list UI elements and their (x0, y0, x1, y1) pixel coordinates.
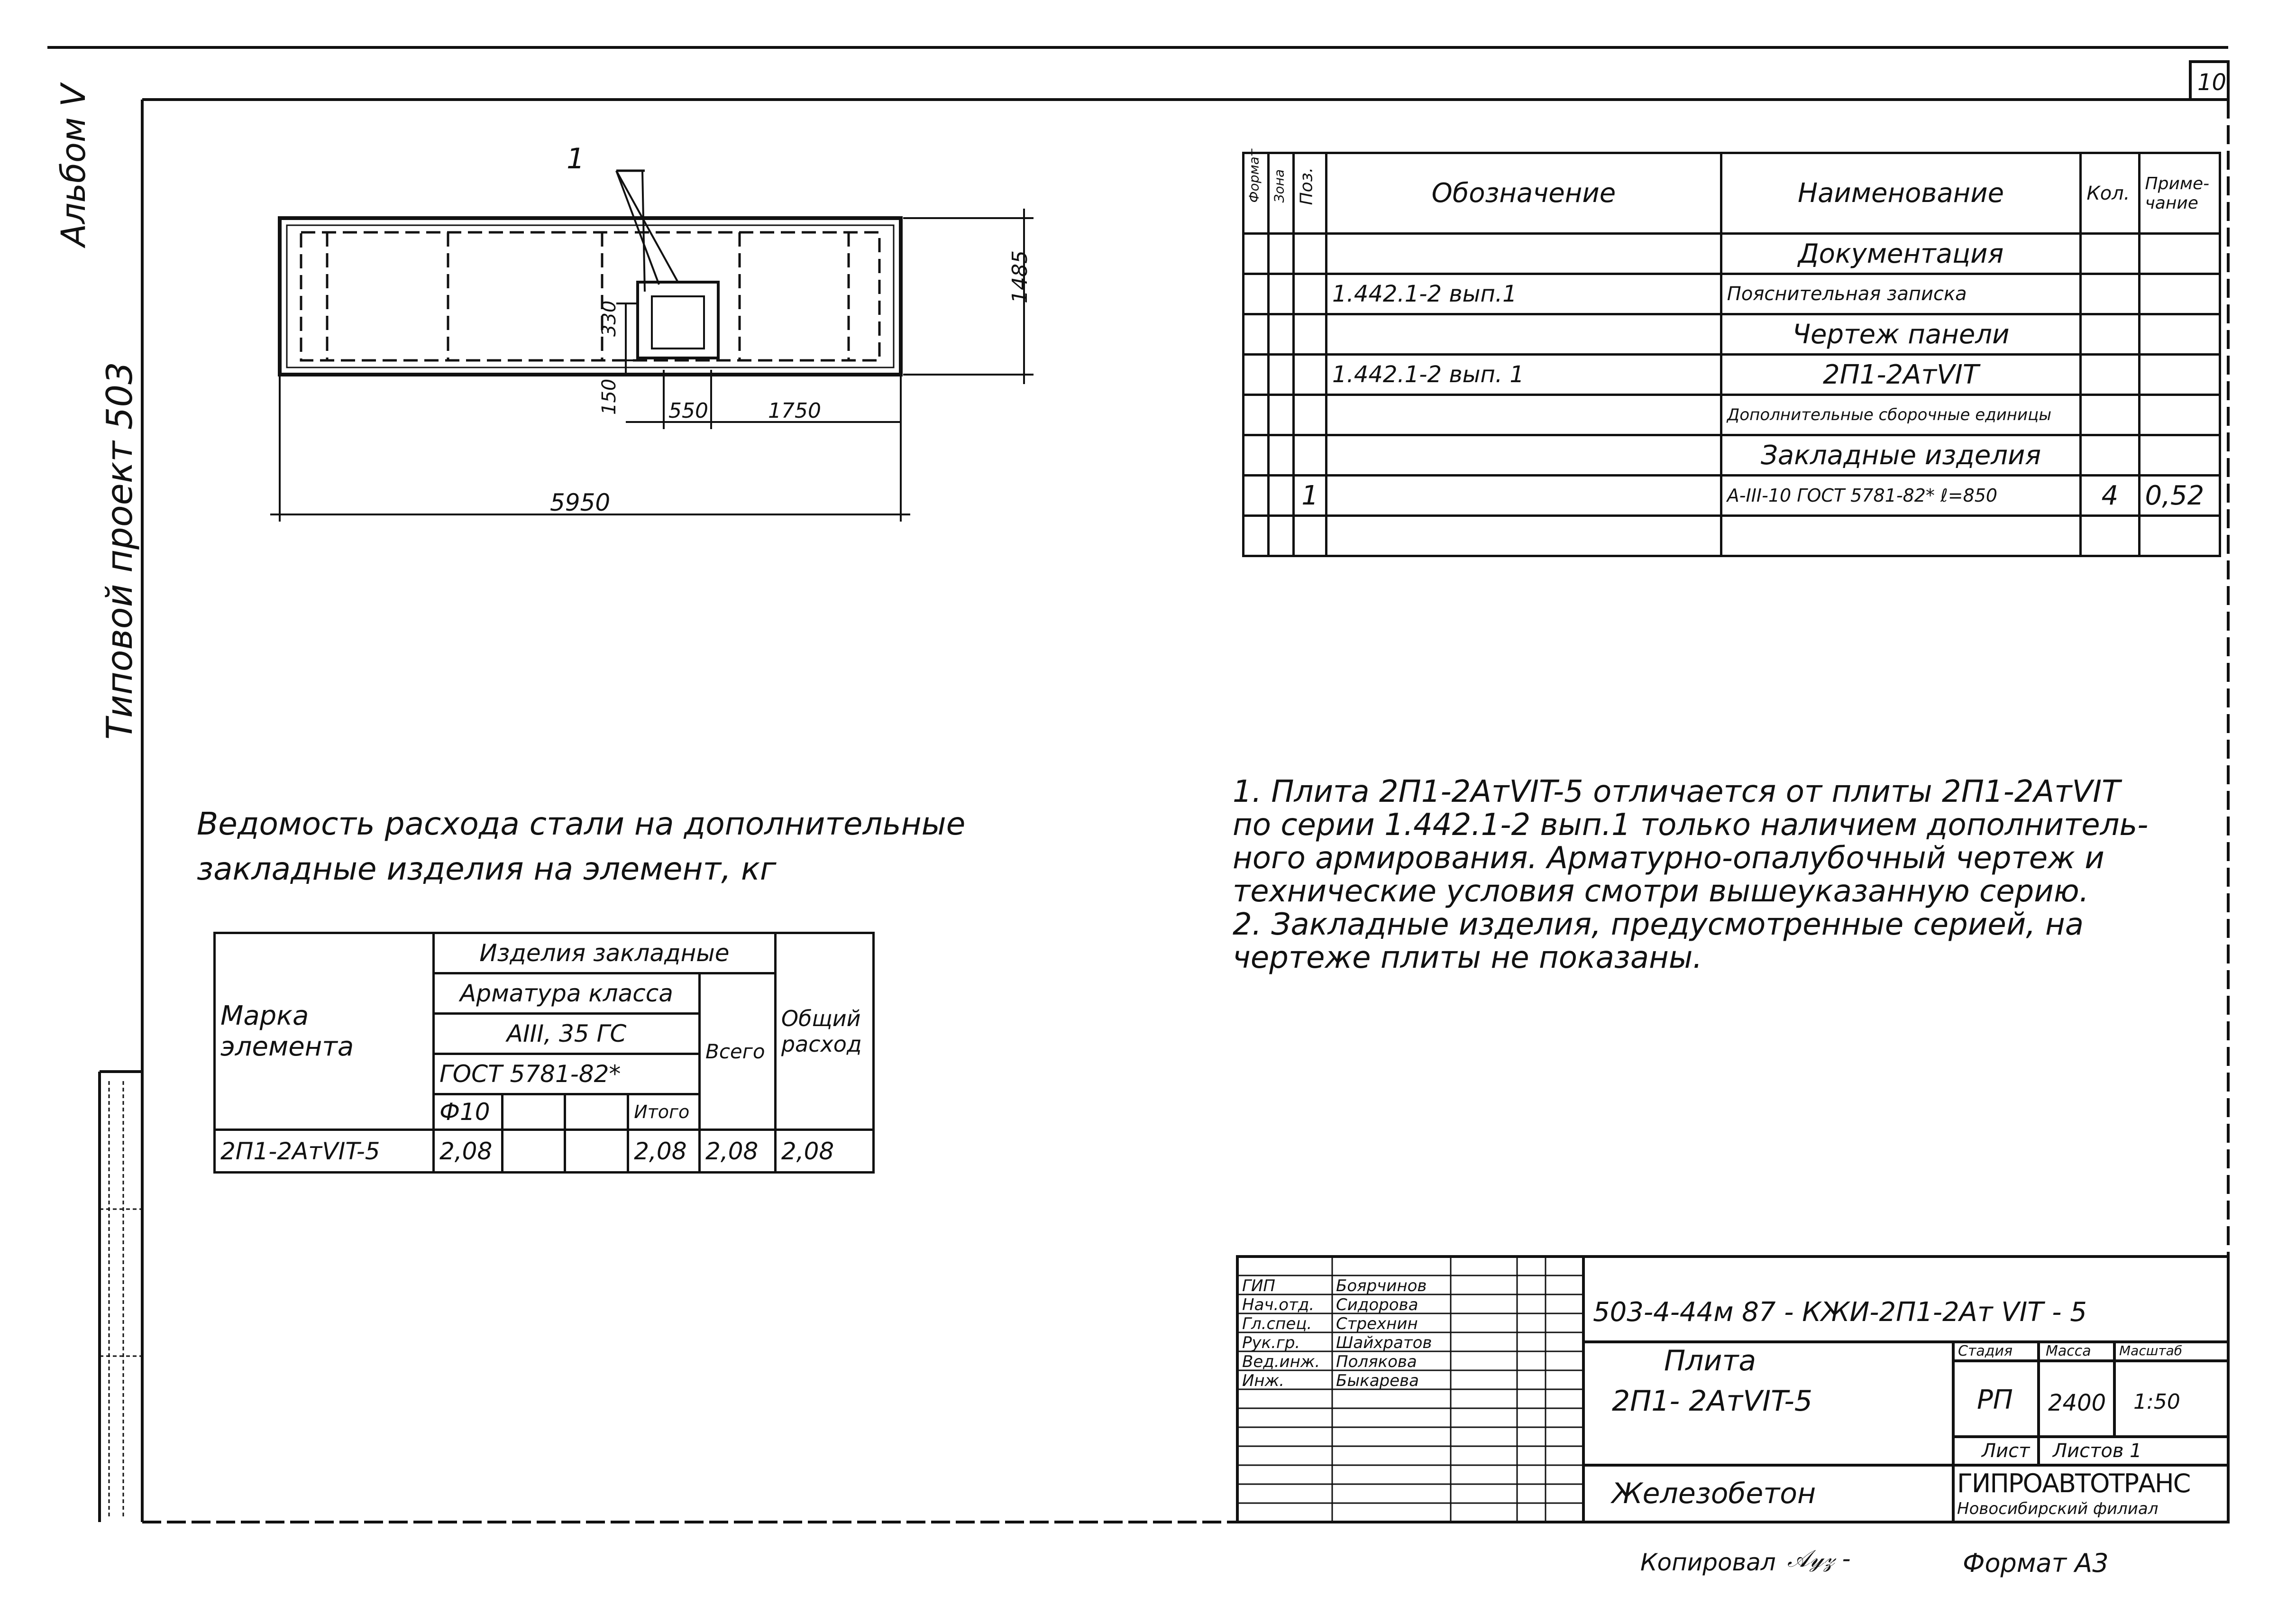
steel-mark-header: Марка элемента (215, 933, 434, 1130)
dimension-150: 150 (598, 378, 620, 415)
material: Железобетон (1612, 1477, 1816, 1510)
note-line: чертеже плиты не показаны. (1233, 940, 1702, 975)
scale-label: Масштаб (2119, 1343, 2183, 1358)
dimension-330: 330 (598, 300, 620, 337)
person-name: Стрехнин (1336, 1314, 1418, 1333)
spec-cell: Закладные изделия (1721, 435, 2081, 476)
steel-total-header: Всего (700, 973, 776, 1130)
spec-header-name: Наименование (1721, 153, 2081, 234)
sheet-label: Лист (1982, 1440, 2030, 1462)
person-name: Шайхратов (1336, 1333, 1432, 1352)
person-name: Сидорова (1336, 1295, 1418, 1314)
side-project-label: Типовой проект 503 (99, 362, 140, 740)
steel-row-mark: 2П1-2АтVIT-5 (215, 1130, 434, 1173)
dimension-1750: 1750 (768, 399, 821, 423)
dimension-550: 550 (668, 399, 708, 423)
spec-cell: 2П1-2АтVIT (1721, 355, 2081, 395)
document-code: 503-4-44м 87 - КЖИ-2П1-2Ат VIT - 5 (1593, 1297, 2087, 1328)
side-album-label: Альбом V (54, 84, 93, 247)
spec-cell: 1.442.1-2 вып. 1 (1326, 355, 1721, 395)
role-label: ГИП (1242, 1276, 1275, 1295)
sheets-label: Листов 1 (2053, 1440, 2142, 1462)
spec-cell: Документация (1721, 234, 2081, 274)
note-line: технические условия смотри вышеуказанную серию. (1233, 874, 2089, 909)
steel-group-header: Изделия закладные (433, 933, 775, 973)
note-line: 2. Закладные изделия, предусмотренные серией, на (1233, 907, 2084, 942)
spec-header-designation: Обозначение (1326, 153, 1721, 234)
steel-dia-header: Ф10 (433, 1094, 502, 1130)
role-label: Рук.гр. (1242, 1333, 1300, 1352)
spec-cell: Чертеж панели (1721, 314, 2081, 355)
steel-caption-line-1: Ведомость расхода стали на дополнительные (197, 806, 966, 842)
spec-cell: 0,52 (2139, 476, 2220, 516)
steel-grade: АIII, 35 ГС (433, 1014, 699, 1054)
role-label: Инж. (1242, 1371, 1285, 1390)
steel-class-header: Арматура класса (433, 973, 699, 1014)
spec-header-qty: Кол. (2081, 153, 2139, 234)
steel-overall-header: Общий расход (775, 933, 873, 1130)
steel-row-total: 2,08 (700, 1130, 776, 1173)
branch: Новосибирский филиал (1957, 1499, 2159, 1518)
role-label: Вед.инж. (1242, 1352, 1320, 1371)
scale-value: 1:50 (2133, 1390, 2180, 1414)
steel-gost: ГОСТ 5781-82* (433, 1054, 699, 1094)
person-name: Полякова (1336, 1352, 1417, 1371)
callout-label: 1 (567, 142, 585, 175)
dimension-5950: 5950 (550, 489, 611, 516)
mass-label: Масса (2046, 1343, 2091, 1359)
person-name: Боярчинов (1336, 1276, 1427, 1295)
spec-cell: 1.442.1-2 вып.1 (1326, 274, 1721, 314)
steel-row-overall: 2,08 (775, 1130, 873, 1173)
organization: ГИПРОАВТОТРАНС (1957, 1468, 2190, 1498)
spec-header-zone: Зона (1269, 153, 1294, 234)
steel-row-dia: 2,08 (433, 1130, 502, 1173)
spec-cell: A-III-10 ГОСТ 5781-82* ℓ=850 (1721, 476, 2081, 516)
spec-cell: 4 (2081, 476, 2139, 516)
spec-header-format: Формат (1244, 153, 1269, 234)
steel-caption-line-2: закладные изделия на элемент, кг (197, 851, 777, 887)
mass-value: 2400 (2048, 1390, 2106, 1416)
role-label: Гл.спец. (1242, 1314, 1312, 1333)
note-line: 1. Плита 2П1-2АтVIT-5 отличается от плиты 2П1-2АтVIT (1233, 774, 2121, 809)
note-line: ного армирования. Арматурно-опалубочный чертеж и (1233, 841, 2104, 876)
spec-header-pos: Поз. (1294, 153, 1326, 234)
product-mark: 2П1- 2АтVIT-5 (1612, 1385, 1813, 1418)
product-name: Плита (1664, 1344, 1756, 1377)
spec-cell: Дополнительные сборочные единицы (1721, 395, 2081, 435)
format-label: Формат A3 (1963, 1548, 2109, 1578)
copied-by: Копировал (1640, 1549, 1776, 1576)
page-number: 10 (2197, 69, 2227, 96)
note-line: по серии 1.442.1-2 вып.1 только наличием дополнитель- (1233, 807, 2149, 843)
spec-cell: 1 (1294, 476, 1326, 516)
stage-value: РП (1977, 1385, 2013, 1415)
spec-header-note: Приме-чание (2139, 153, 2220, 234)
dimension-height: 1485 (1008, 250, 1032, 303)
steel-subtotal-header: Итого (628, 1094, 700, 1130)
steel-row-subtotal: 2,08 (628, 1130, 700, 1173)
role-label: Нач.отд. (1242, 1295, 1315, 1314)
stage-label: Стадия (1958, 1343, 2013, 1359)
person-name: Быкарева (1336, 1371, 1419, 1390)
copied-signature: 𝒜𝓎𝓏 - (1787, 1545, 1851, 1572)
spec-cell: Пояснительная записка (1721, 274, 2081, 314)
